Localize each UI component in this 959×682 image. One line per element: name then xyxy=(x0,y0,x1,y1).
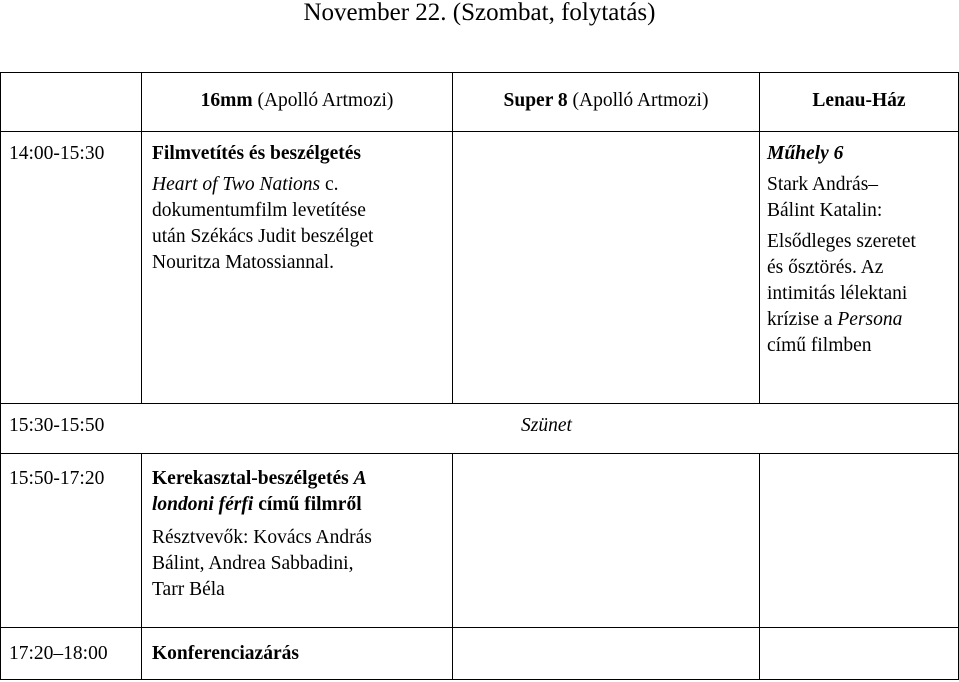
participants-text: Résztvevők: Kovács András xyxy=(152,527,372,548)
table-bottom-border xyxy=(0,679,959,680)
row-divider xyxy=(0,403,959,404)
workshop-cell xyxy=(767,141,957,359)
table-top-border xyxy=(0,72,959,73)
topic-text: krízise a xyxy=(767,309,838,330)
session-title xyxy=(152,466,450,518)
column-divider xyxy=(452,453,453,680)
session-title: Filmvetítés és beszélgetés xyxy=(152,143,361,164)
participants-text: Tarr Béla xyxy=(152,579,225,600)
topic-text: és ősztörés. Az xyxy=(767,257,884,278)
session-title: Konferenciazárás xyxy=(152,643,299,664)
column-divider xyxy=(759,72,760,403)
film-title: A xyxy=(353,468,367,489)
topic-text: című filmben xyxy=(767,335,872,356)
session-cell xyxy=(152,466,450,603)
workshop-title: Műhely 6 xyxy=(767,143,844,164)
film-title: Persona xyxy=(837,309,903,330)
topic-text: intimitás lélektani xyxy=(767,283,908,304)
table-left-border xyxy=(0,72,1,680)
description-text: után Székács Judit beszélget xyxy=(152,226,374,247)
column-divider xyxy=(141,453,142,680)
column-divider xyxy=(141,72,142,403)
speaker-text: Bálint Katalin: xyxy=(767,200,883,221)
participants-text: Bálint, Andrea Sabbadini, xyxy=(152,553,354,574)
session-cell xyxy=(152,141,450,276)
workshop-speakers xyxy=(767,172,957,224)
row-divider xyxy=(0,131,959,132)
header-lenau: Lenau-Ház xyxy=(812,90,906,111)
film-title: Heart of Two Nations xyxy=(152,174,321,195)
time-cell: 14:00-15:30 xyxy=(9,143,105,164)
column-divider xyxy=(452,72,453,403)
row-divider xyxy=(0,453,959,454)
header-super8-bold: Super 8 xyxy=(503,90,568,111)
break-label: Szünet xyxy=(521,415,572,436)
column-divider xyxy=(759,453,760,680)
description-text: Nouritza Matossiannal. xyxy=(152,252,334,273)
header-16mm-bold: 16mm xyxy=(200,90,253,111)
time-cell: 17:20–18:00 xyxy=(9,643,108,664)
header-16mm xyxy=(142,88,452,114)
header-16mm-venue: (Apolló Artmozi) xyxy=(252,90,394,111)
topic-text: Elsődleges szeretet xyxy=(767,231,916,252)
time-cell: 15:30-15:50 xyxy=(9,415,105,436)
session-title-text: című filmről xyxy=(253,494,362,515)
description-text: dokumentumfilm levetítése xyxy=(152,200,366,221)
page-title: November 22. (Szombat, folytatás) xyxy=(303,0,656,26)
session-description xyxy=(152,172,450,276)
film-title: londoni férfi xyxy=(152,494,254,515)
participants xyxy=(152,525,450,603)
session-title-text: Kerekasztal-beszélgetés xyxy=(152,468,354,489)
row-divider xyxy=(0,627,959,628)
speaker-text: Stark András– xyxy=(767,174,879,195)
workshop-topic xyxy=(767,229,957,359)
header-super8-venue: (Apolló Artmozi) xyxy=(567,90,709,111)
description-text: c. xyxy=(320,174,339,195)
header-super8 xyxy=(453,88,759,114)
time-cell: 15:50-17:20 xyxy=(9,468,105,489)
